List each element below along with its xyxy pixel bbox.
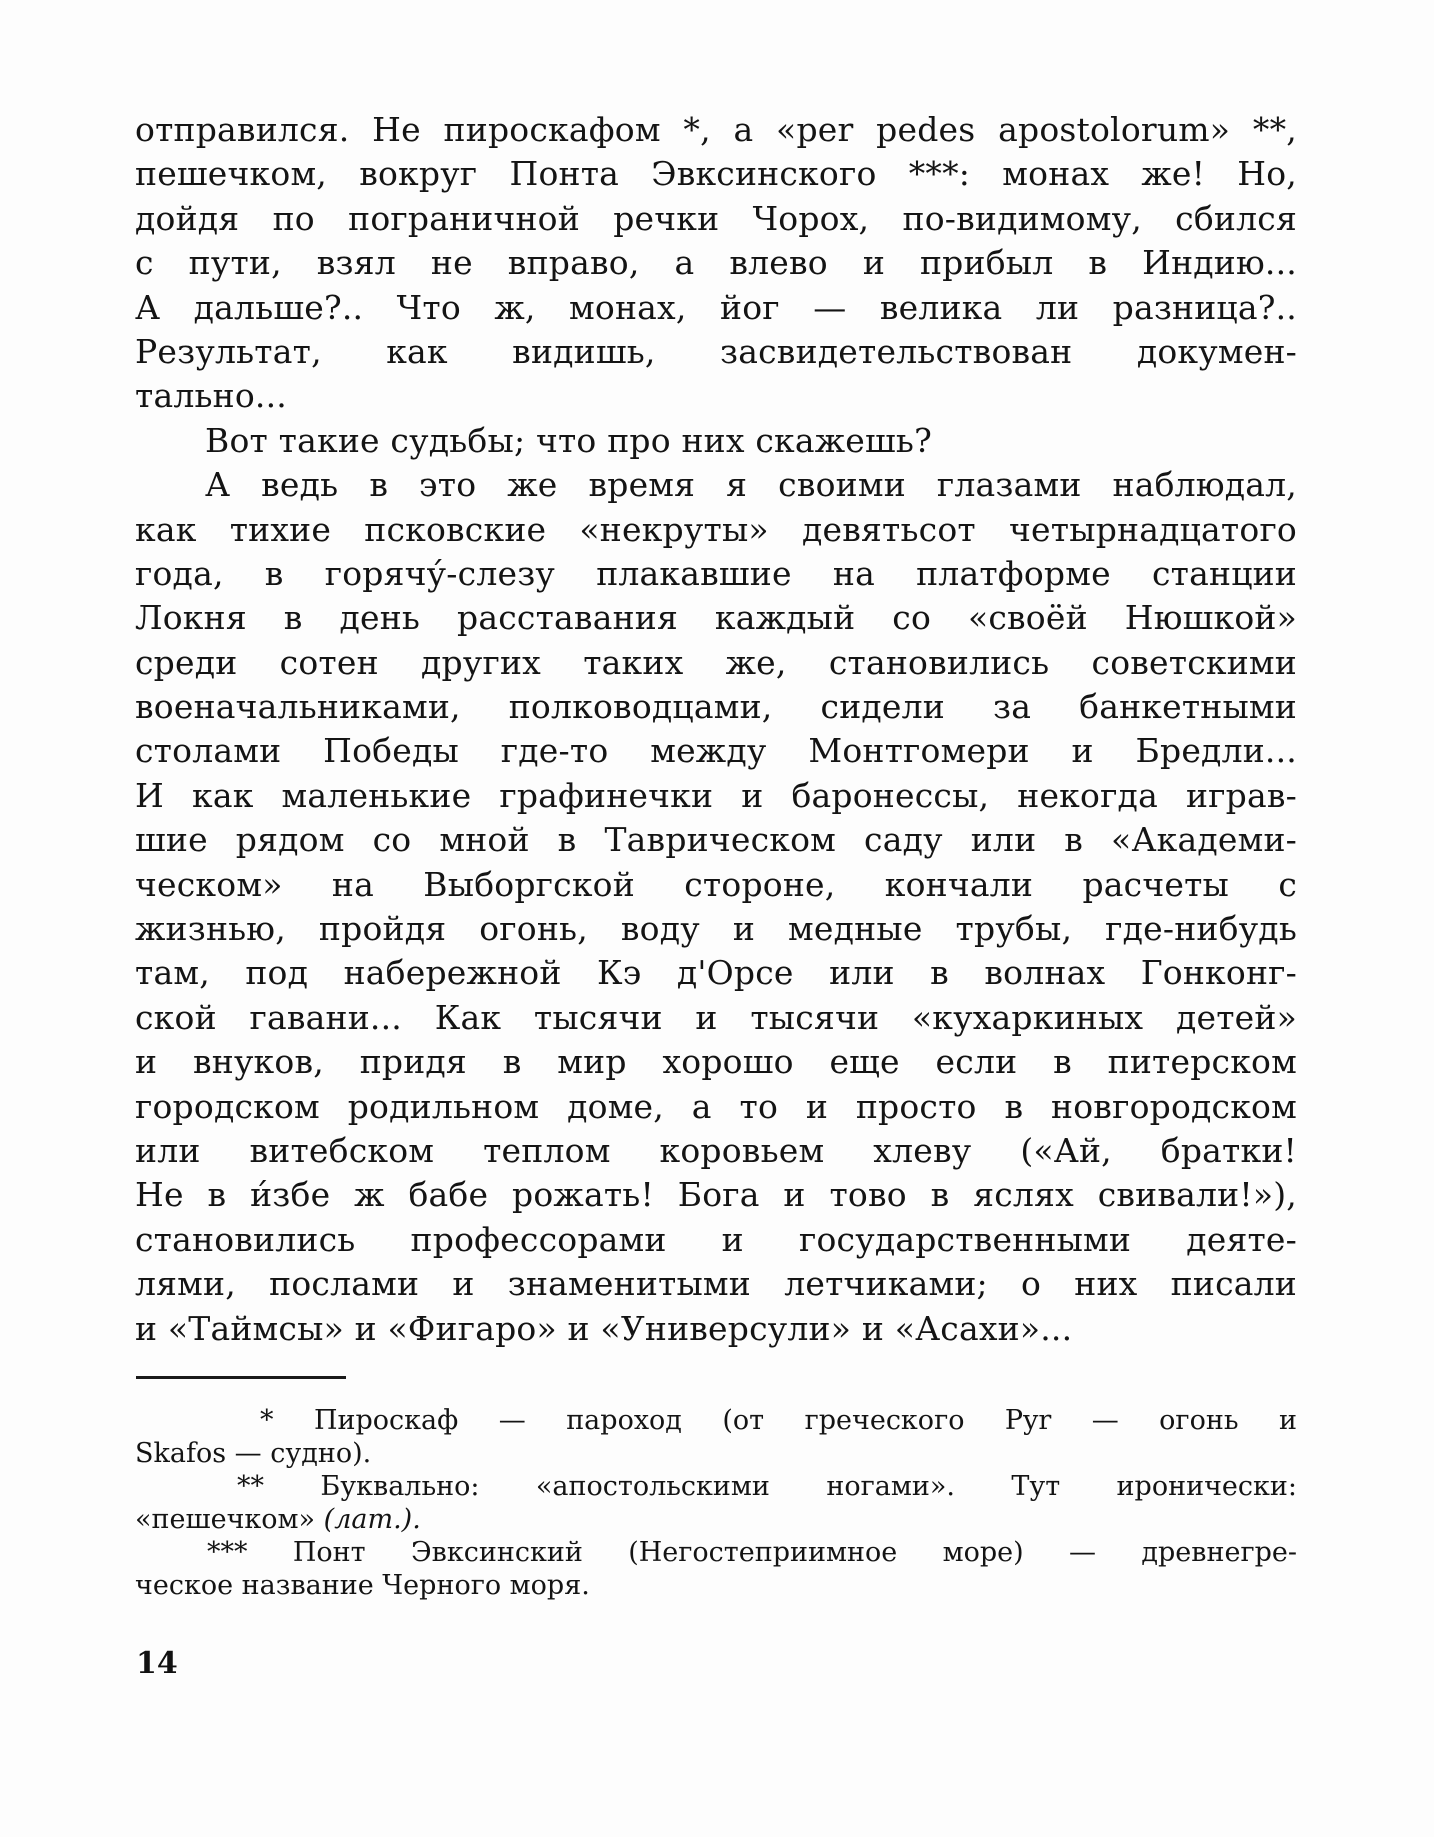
text-line: ской гавани... Как тысячи и тысячи «кухаркиных детей» [135, 997, 1297, 1037]
footnote-3-cont: ческое название Черного моря. [135, 1570, 590, 1601]
text-line: столами Победы где-то между Монтгомери и Бредли... [135, 731, 1297, 771]
text-line: или витебском теплом коровьем хлеву («Ай, братки! [135, 1130, 1297, 1170]
text-line: как тихие псковские «некруты» девятьсот четырнадцатого [135, 509, 1297, 549]
text-line: там, под набережной Кэ д'Орсе или в волнах Гонконг- [135, 953, 1297, 993]
text-line: ческом» на Выборгской стороне, кончали расчеты с [135, 864, 1297, 904]
text-line: жизнью, пройдя огонь, воду и медные трубы, где-нибудь [135, 909, 1297, 949]
text-line: отправился. Не пироскафом *, а «per pedes apostolorum» **, [135, 110, 1297, 149]
footnotes [135, 1404, 1297, 1602]
text-line: и внуков, придя в мир хорошо еще если в питерском [135, 1042, 1297, 1082]
text-line: с пути, взял не вправо, а влево и прибыл в Индию... [135, 243, 1297, 283]
text-line: лями, послами и знаменитыми летчиками; о них писали [135, 1264, 1297, 1304]
footnote-2: ** Буквально: «апостольскими ногами». Тут иронически: [237, 1471, 1297, 1502]
text-line: среди сотен других таких же, становились советскими [135, 642, 1297, 682]
footnote-1: * Пироскаф — пароход (от греческого Pyr — огонь и [260, 1405, 1297, 1436]
paragraph-start: Вот такие судьбы; что про них скажешь? [205, 420, 932, 460]
footnote-2-cont [135, 1503, 1297, 1536]
text-line: А дальше?.. Что ж, монах, йог — велика ли разница?.. [135, 287, 1297, 327]
footnote-2-text: «пешечком» [135, 1504, 324, 1535]
text-line: и «Таймсы» и «Фигаро» и «Универсули» и «Асахи»... [135, 1308, 1073, 1348]
text-line: Локня в день расставания каждый со «своёй Нюшкой» [135, 598, 1297, 638]
footnote-3: *** Понт Эвксинский (Негостеприимное море) — древнегре- [207, 1537, 1297, 1568]
page-number: 14 [136, 1646, 178, 1681]
text-line: становились профессорами и государственными деяте- [135, 1219, 1297, 1259]
footnote-1-cont: Skafos — судно). [135, 1438, 372, 1469]
text-line: дойдя по пограничной речки Чорох, по-видимому, сбился [135, 198, 1297, 238]
paragraph-start: А ведь в это же время я своими глазами наблюдал, [205, 465, 1297, 505]
text-line: городском родильном доме, а то и просто в новгородском [135, 1086, 1297, 1126]
text-line: И как маленькие графинечки и баронессы, некогда играв- [135, 775, 1297, 815]
text-line: тально... [135, 376, 287, 416]
text-line: Результат, как видишь, засвидетельствован докумен- [135, 331, 1297, 371]
footnote-separator [136, 1376, 346, 1379]
text-line: военачальниками, полководцами, сидели за банкетными [135, 687, 1297, 727]
text-line: года, в горячу́-слезу плакавшие на платформе станции [135, 553, 1297, 593]
footnote-lat-abbrev: (лат.). [323, 1504, 421, 1535]
text-line: шие рядом со мной в Таврическом саду или в «Академи- [135, 820, 1297, 860]
main-text [135, 108, 1297, 1351]
text-line: пешечком, вокруг Понта Эвксинского ***: монах же! Но, [135, 154, 1297, 194]
text-line: Не в и́збе ж бабе рожать! Бога и тово в яслях свивали!»), [135, 1175, 1297, 1215]
